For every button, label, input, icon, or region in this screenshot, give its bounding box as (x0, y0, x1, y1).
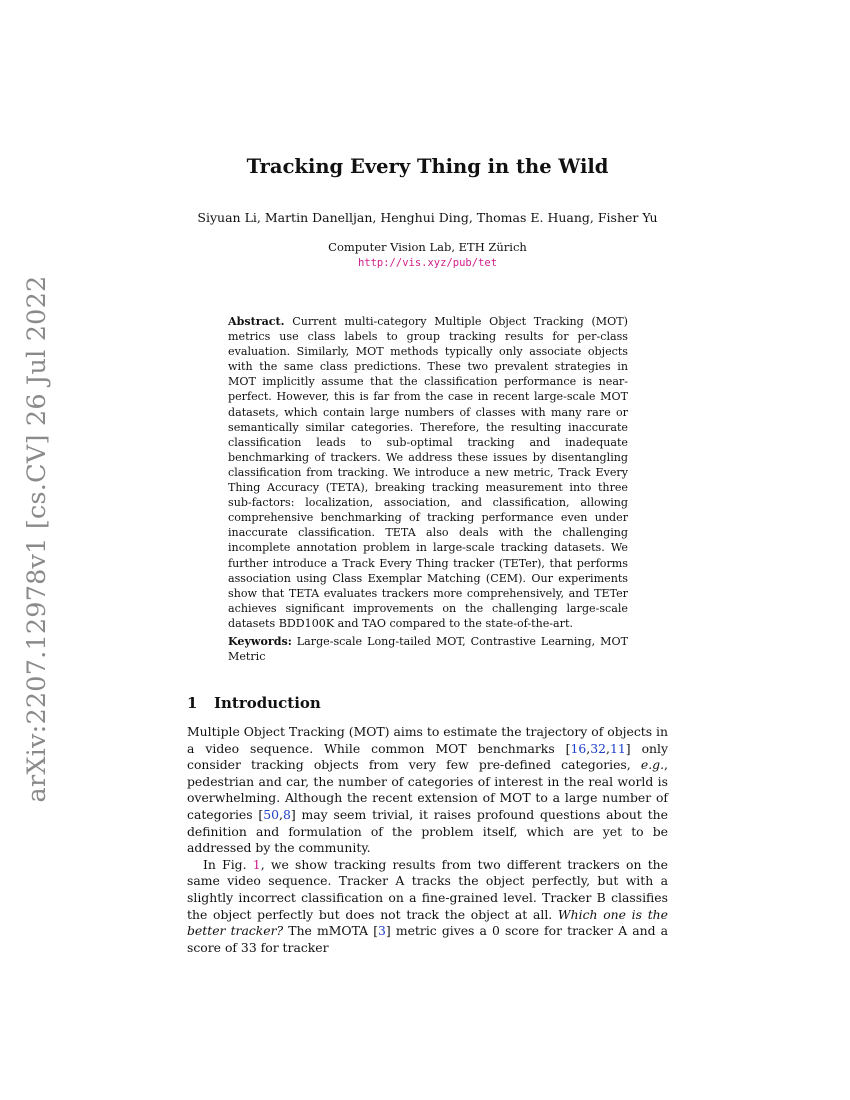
abstract (228, 314, 628, 631)
figure-link[interactable]: 1 (252, 856, 261, 872)
text-run: ] metric gives a 0 score for tracker A and a score of 33 for tracker (187, 923, 669, 955)
italic-text: Which one is the better tracker? (187, 906, 668, 939)
body-text (187, 724, 668, 956)
keywords-text: Large-scale Long-tailed MOT, Contrastive Learning, MOT Metric (228, 635, 628, 664)
section-number: 1 (187, 694, 198, 712)
arxiv-sidebar (22, 275, 52, 803)
text-run: , (606, 740, 610, 756)
text-run: The mMOTA [ (283, 923, 379, 939)
abstract-label: Abstract. (228, 315, 285, 328)
author-list: Siyuan Li, Martin Danelljan, Henghui Ding, Thomas E. Huang, Fisher Yu (197, 210, 658, 225)
text-run: , (586, 740, 591, 756)
citation-link[interactable]: 3 (378, 923, 386, 939)
keywords (228, 634, 628, 664)
paragraph (187, 724, 668, 857)
text-run: ] only consider tracking objects from very few pre-defined categories, (187, 740, 668, 773)
italic-text: e.g. (640, 757, 665, 773)
project-url-link[interactable]: http://vis.xyz/pub/tet (357, 257, 498, 269)
paragraph (187, 857, 668, 957)
affiliation: Computer Vision Lab, ETH Zürich (328, 240, 527, 254)
citation-link[interactable]: 8 (283, 806, 291, 822)
text-run: In Fig. (203, 856, 253, 872)
citation-link[interactable]: 16 (570, 740, 587, 756)
keywords-label: Keywords: (228, 635, 292, 648)
paper-title: Tracking Every Thing in the Wild (246, 155, 609, 178)
citation-link[interactable]: 11 (609, 740, 626, 756)
text-run: Multiple Object Tracking (MOT) aims to estimate the trajectory of objects in a video sequence. While common MOT benchmarks [ (187, 724, 668, 756)
arxiv-identifier: arXiv:2207.12978v1 [cs.CV] 26 Jul 2022 (22, 275, 52, 803)
text-run: , pedestrian and car, the number of categories of interest in the real world is overwhelming. Although the recent extension of MOT to a large number of categories [ (187, 757, 668, 822)
text-run: , we show tracking results from two different trackers on the same video sequence. Tracker A tracks the object perfectly, but with a slightly incorrect classification on a fine-grained level. Tracker B classifies the object perfectly but does not track the object at all. (187, 856, 668, 922)
abstract-text: Current multi-category Multiple Object Tracking (MOT) metrics use class labels to group tracking results for per-class evaluation. Similarly, MOT methods typically only associate objects with the same class predictions. These two prevalent strategies in MOT implicitly assume that the classification performance is near-perfect. However, this is far from the case in recent large-scale MOT datasets, which contain large numbers of classes with many rare or semantically similar categories. Therefore, the resulting inaccurate classification leads to sub-optimal tracking and inadequate benchmarking of trackers. We address these issues by disentangling classification from tracking. We introduce a new metric, Track Every Thing Accuracy (TETA), breaking tracking measurement into three sub-factors: localization, association, and classification, allowing comprehensive benchmarking of tracking performance even under inaccurate classification. TETA also deals with the challenging incomplete annotation problem in large-scale tracking datasets. We further introduce a Track Every Thing tracker (TETer), that performs association using Class Exemplar Matching (CEM). Our experiments show that TETA evaluates trackers more comprehensively, and TETer achieves significant improvements on the challenging large-scale datasets BDD100K and TAO compared to the state-of-the-art. (228, 315, 628, 630)
citation-link[interactable]: 50 (263, 806, 280, 822)
section-heading (187, 694, 321, 712)
text-run: ] may seem trivial, it raises profound questions about the definition and formulation of the problem itself, which are yet to be addressed by the community. (187, 806, 668, 856)
text-run: , (279, 806, 283, 822)
section-title: Introduction (214, 694, 321, 712)
citation-link[interactable]: 32 (590, 740, 607, 756)
